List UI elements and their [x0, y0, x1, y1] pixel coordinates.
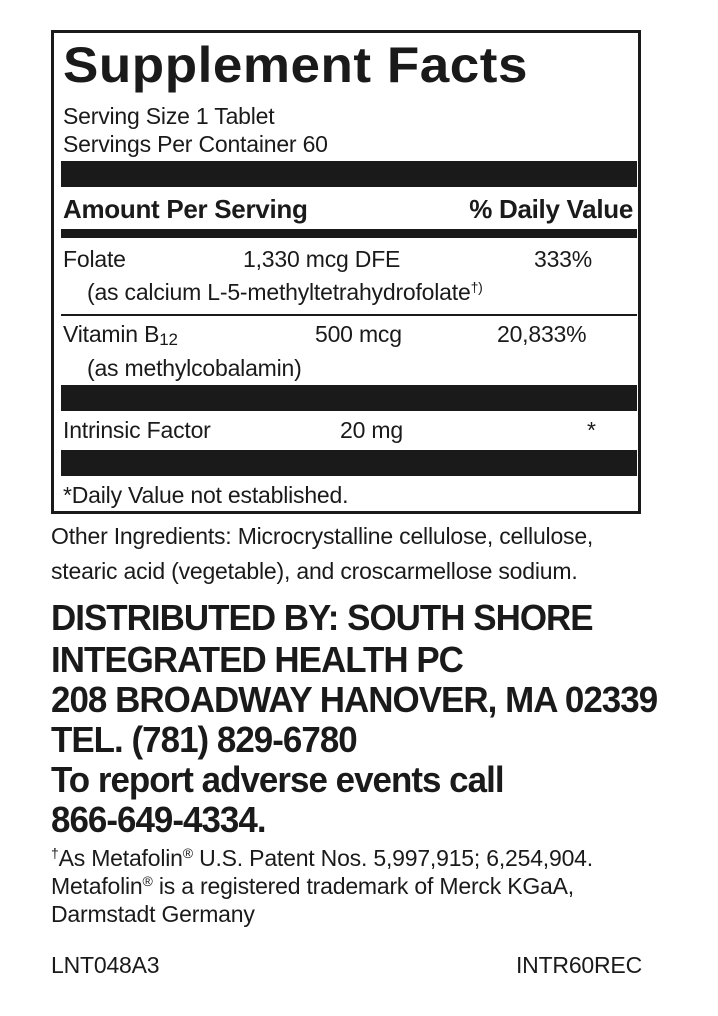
nutrient-amount-intrinsic: 20 mg	[340, 417, 403, 443]
patent-text-b: U.S. Patent Nos. 5,997,915; 6,254,904.	[192, 845, 593, 871]
distributor-address: 208 BROADWAY HANOVER, MA 02339	[51, 679, 658, 720]
panel-title: Supplement Facts	[63, 37, 528, 93]
adverse-events-line: To report adverse events call	[51, 759, 504, 800]
servings-per-container: Servings Per Container 60	[63, 131, 328, 157]
nutrient-dv-b12: 20,833%	[497, 321, 587, 347]
trademark-text-b: is a registered trademark of Merck KGaA,	[152, 873, 574, 899]
registered-mark-2: ®	[142, 873, 153, 889]
thin-divider-1	[61, 314, 637, 316]
nutrient-amount-b12: 500 mcg	[315, 321, 402, 347]
nutrient-source-b12: (as methylcobalamin)	[87, 355, 302, 381]
medium-divider	[61, 229, 637, 238]
distributor-phone: TEL. (781) 829-6780	[51, 719, 357, 760]
b12-name-text: Vitamin B	[63, 321, 160, 347]
registered-mark-1: ®	[182, 845, 193, 861]
nutrient-source-folate	[87, 279, 483, 309]
supplement-facts-panel	[51, 30, 641, 514]
footnote: *Daily Value not established.	[63, 482, 349, 508]
nutrient-amount-folate: 1,330 mcg DFE	[243, 246, 401, 272]
patent-dagger: †	[51, 845, 59, 861]
thick-divider-2	[61, 385, 637, 411]
lot-code-left: LNT048A3	[51, 952, 160, 978]
header-amount-per-serving: Amount Per Serving	[63, 194, 308, 224]
nutrient-name-b12	[63, 321, 178, 350]
nutrient-name-intrinsic: Intrinsic Factor	[63, 417, 211, 443]
patent-text-a: As Metafolin	[58, 845, 183, 871]
thick-divider-3	[61, 450, 637, 476]
lot-code-right: INTR60REC	[515, 952, 642, 978]
serving-size: Serving Size 1 Tablet	[63, 103, 275, 129]
other-ingredients-line-1: Other Ingredients: Microcrystalline cellulose, cellulose,	[51, 523, 594, 549]
nutrient-dv-folate: 333%	[534, 246, 593, 272]
dagger-mark: †)	[470, 279, 483, 295]
nutrient-dv-intrinsic: *	[587, 417, 596, 443]
nutrient-name-folate: Folate	[63, 246, 126, 272]
b12-subscript: 12	[159, 330, 178, 349]
other-ingredients-line-2: stearic acid (vegetable), and croscarmellose sodium.	[51, 558, 578, 584]
distributor-line-2: INTEGRATED HEALTH PC	[51, 639, 463, 680]
distributor-line-1: DISTRIBUTED BY: SOUTH SHORE	[51, 597, 593, 638]
patent-line-3: Darmstadt Germany	[51, 901, 255, 927]
folate-source-text: (as calcium L-5-methyltetrahydrofolate	[87, 279, 471, 305]
thick-divider-1	[61, 161, 637, 187]
trademark-text-a: Metafolin	[51, 873, 143, 899]
header-daily-value: % Daily Value	[469, 194, 633, 224]
adverse-events-phone: 866-649-4334.	[51, 799, 266, 840]
